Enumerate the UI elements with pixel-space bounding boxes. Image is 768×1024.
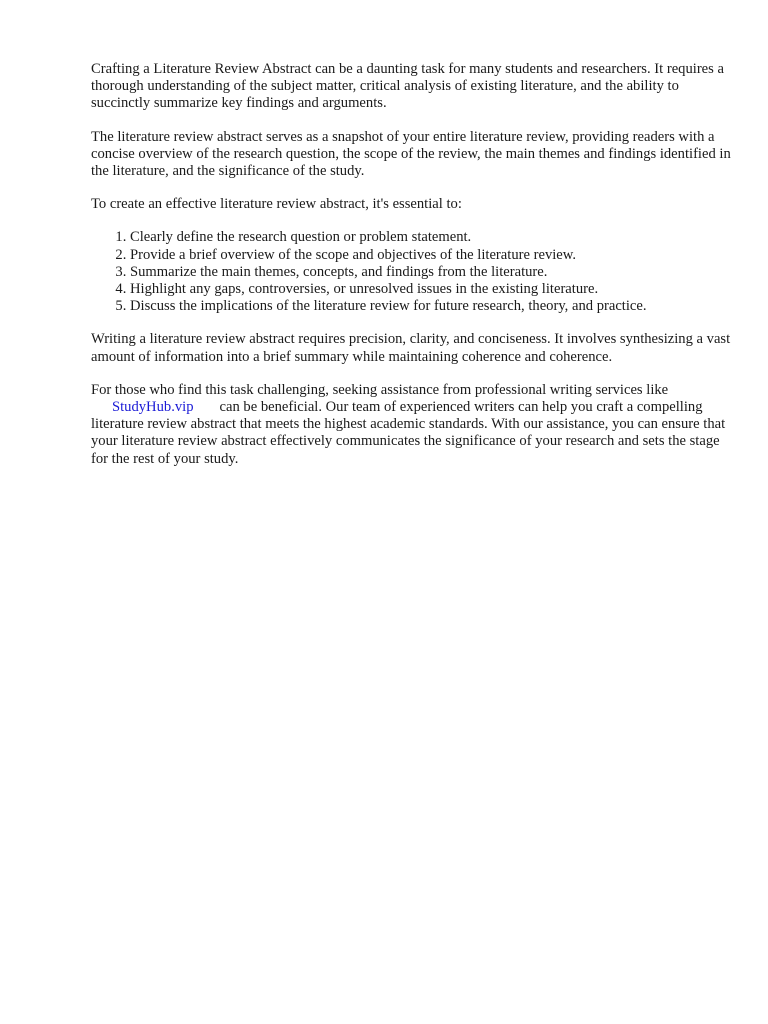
service-text-before: For those who find this task challenging, seeking assistance from professional writing services like bbox=[91, 381, 669, 398]
service-text-after: can be beneficial. Our team of experienced writers can help you craft a compelling literature review abstract that meets the highest academic standards. With our assistance, you can ensure that your literature review abstract effectively communicates the significance of your research and sets the stage for the rest of your study. bbox=[91, 399, 726, 467]
list-item: 3. Summarize the main themes, concepts, and findings from the literature. bbox=[130, 264, 731, 281]
steps-list bbox=[91, 229, 731, 315]
document-page bbox=[91, 61, 731, 484]
writing-requirements-paragraph: Writing a literature review abstract requires precision, clarity, and conciseness. It involves synthesizing a vast amount of information into a brief summary while maintaining coherence and coherence. bbox=[91, 331, 731, 365]
intro-paragraph: Crafting a Literature Review Abstract can be a daunting task for many students and researchers. It requires a thorough understanding of the subject matter, critical analysis of existing literature, and the ability to succinctly summarize key findings and arguments. bbox=[91, 61, 724, 112]
abstract-purpose-paragraph: The literature review abstract serves as a snapshot of your entire literature review, providing readers with a concise overview of the research question, the scope of the review, the main themes and findings identified in the literature, and the significance of the study. bbox=[91, 128, 731, 180]
list-intro-paragraph: To create an effective literature review abstract, it's essential to: bbox=[91, 196, 462, 213]
studyhub-link[interactable]: StudyHub.vip bbox=[112, 399, 194, 416]
list-item: 2. Provide a brief overview of the scope and objectives of the literature review. bbox=[130, 247, 731, 264]
service-paragraph bbox=[91, 382, 731, 468]
list-item: 1. Clearly define the research question or problem statement. bbox=[130, 229, 731, 246]
list-item: 4. Highlight any gaps, controversies, or unresolved issues in the existing literature. bbox=[130, 281, 731, 298]
list-item: 5. Discuss the implications of the literature review for future research, theory, and practice. bbox=[130, 298, 731, 315]
